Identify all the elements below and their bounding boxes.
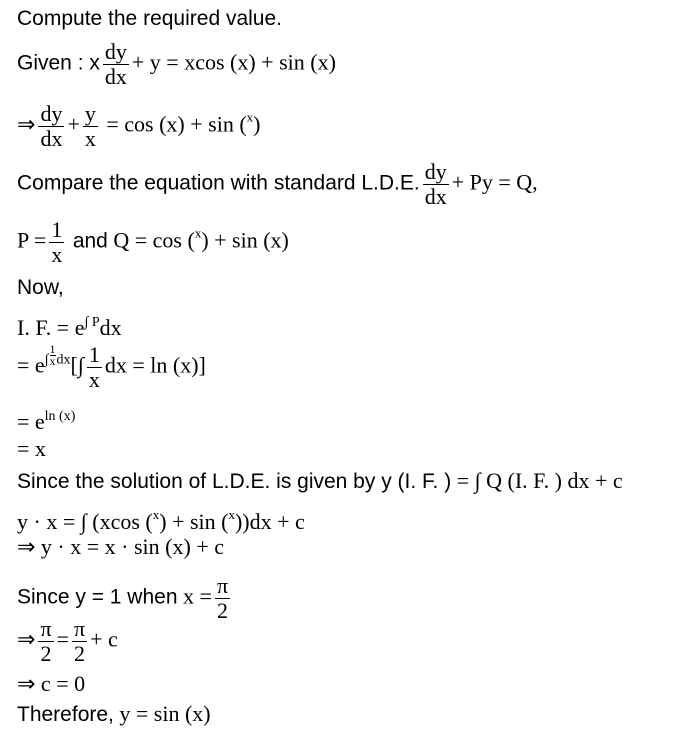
line-p-and-q: P = $\frac{1}{x}$ and Q = cos ($^x$) + sin (x): [17, 217, 289, 267]
line-rearranged: ⇒ $\frac{dy}{dx}$ + $\frac{y}{x}$ = cos (x) + sin ($^x$): [17, 101, 261, 151]
line-compare: Compare the equation with standard L.D.E. $\frac{dy}{dx}$ + Py = Q,: [17, 159, 538, 209]
line-equals-x: = x: [17, 436, 46, 461]
line-if-integral: = e∫ $\frac{1}{x}$ $^{dx}$[∫ $\frac{1}{x}$ dx = ln (x)]: [17, 341, 206, 392]
fraction-pi-2: $\frac{\pi}{2}$: [216, 573, 229, 623]
line-c-zero: ⇒ c = 0: [17, 671, 86, 696]
line-yx-integral: y · x = ∫ (xcos ($^x$) + sin ($^x$))dx + c: [17, 507, 305, 534]
line-given: Given : x $\frac{dy}{dx}$ + y = xcos (x) + sin (x): [17, 39, 336, 89]
fraction-y-x: $\frac{y}{x}$: [84, 101, 96, 151]
line-heading: Compute the required value.: [17, 7, 282, 30]
superscript-fraction-1-x: $\frac{1}{x}$: [49, 341, 56, 368]
line-substitute: ⇒ $\frac{\pi}{2}$ = $\frac{\pi}{2}$ + c: [17, 616, 118, 666]
fraction-1-x: $\frac{1}{x}$: [51, 217, 63, 267]
fraction-pi-2: $\frac{\pi}{2}$: [73, 616, 86, 666]
fraction-pi-2: $\frac{\pi}{2}$: [40, 616, 52, 666]
line-e-ln-x: = $e^{ln (x)}$: [17, 409, 76, 434]
line-now: Now,: [17, 276, 64, 299]
fraction-1-x: $\frac{1}{x}$: [88, 342, 100, 392]
line-integrating-factor: I. F. = $e^{\int P}dx$: [17, 315, 122, 340]
fraction-dy-dx: $\frac{dy}{dx}$: [424, 159, 447, 209]
fraction-dy-dx: $\frac{dy}{dx}$: [104, 39, 127, 89]
line-yx-result: ⇒ y · x = x · sin (x) + c: [17, 534, 224, 559]
line-conclusion: Therefore, y = sin (x): [17, 701, 211, 726]
line-solution-form: Since the solution of L.D.E. is given by y (I. F. ) = ∫ Q (I. F. ) dx + c: [17, 468, 623, 493]
line-initial-condition: Since y = 1 when x = $\frac{\pi}{2}$: [17, 573, 229, 623]
fraction-dy-dx: $\frac{dy}{dx}$: [40, 101, 63, 151]
